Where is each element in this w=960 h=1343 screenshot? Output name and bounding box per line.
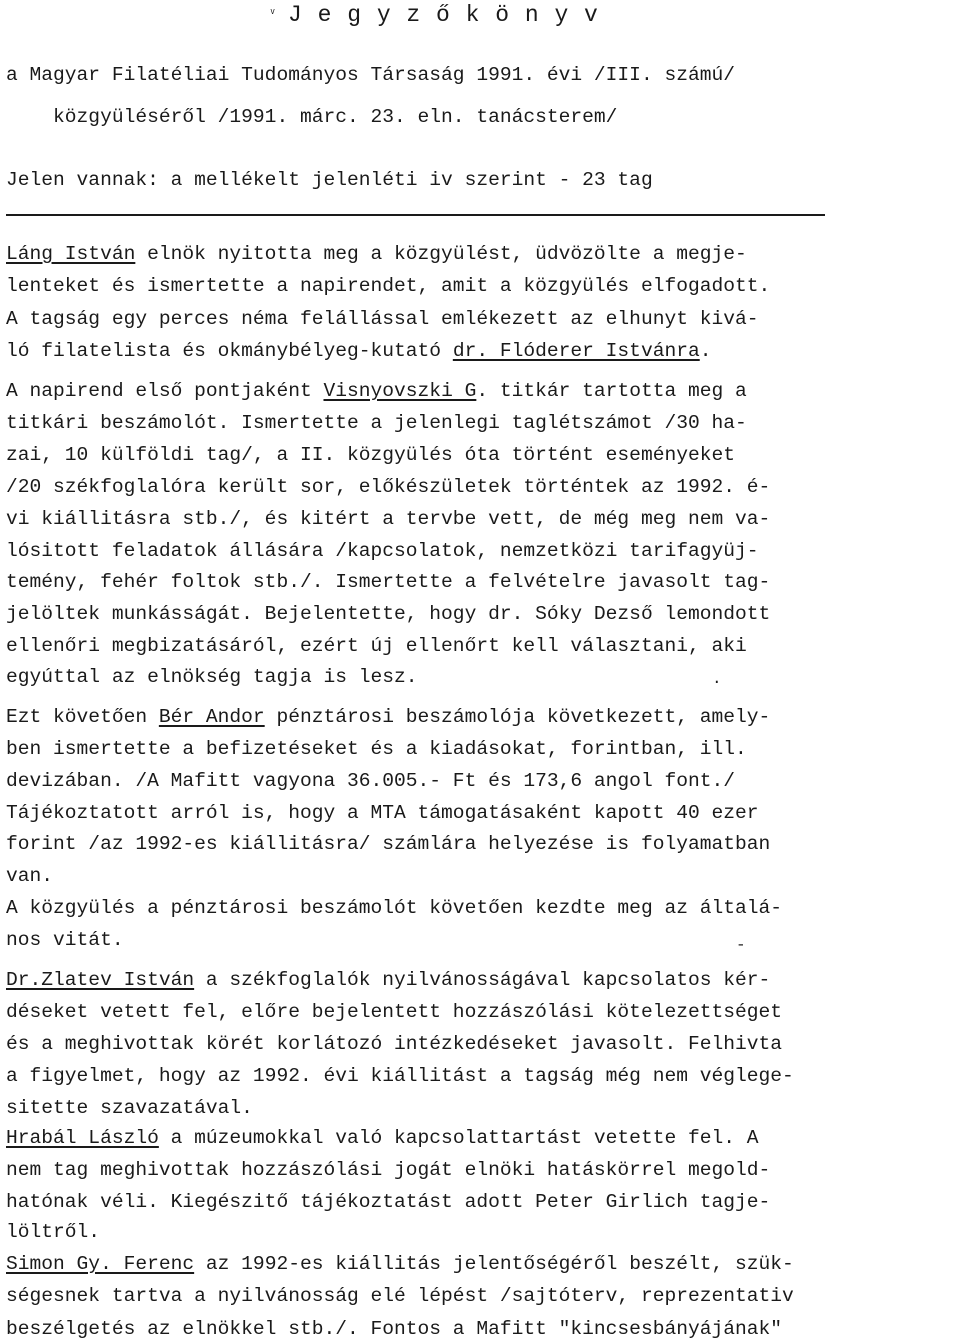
text-line (6, 1125, 759, 1151)
text-segment: Tájékoztatott arról is, hogy a MTA támogatásaként kapott 40 ezer (6, 802, 759, 824)
text-segment: vi kiállitásra stb./, és kitért a tervbe vett, de még meg nem va- (6, 508, 771, 530)
document-title: J e g y z ő k ö n y v (288, 2, 599, 28)
text-segment: nem tag meghivottak hozzászólási jogát elnöki hatáskörrel megold- (6, 1159, 771, 1181)
text-segment: löltről. (6, 1221, 101, 1243)
text-line (6, 1095, 253, 1121)
text-line (6, 1157, 770, 1183)
text-segment: A közgyülés a pénztárosi beszámolót követően kezdte meg az általá- (6, 897, 783, 919)
text-line (6, 167, 653, 193)
text-segment: a múzeumokkal való kapcsolattartást vetette fel. A (158, 1127, 759, 1149)
text-line (6, 664, 418, 690)
text-line (6, 601, 770, 627)
text-line (6, 863, 53, 889)
text-segment: elnök nyitotta meg a közgyülést, üdvözölte a megje- (135, 243, 747, 265)
underlined-name: Bér Andor (158, 706, 265, 728)
text-segment: lenteket és ismertette a napirendet, amit a közgyülés elfogadott. (6, 275, 771, 297)
text-segment: . (699, 340, 712, 362)
text-line (6, 1031, 782, 1057)
text-line (6, 1189, 770, 1215)
text-line (6, 1251, 794, 1277)
text-line (6, 273, 770, 299)
underlined-name: Dr.Zlatev István (6, 969, 195, 991)
text-segment: a Magyar Filatéliai Tudományos Társaság 1991. évi /III. számú/ (6, 64, 736, 86)
text-line (6, 800, 759, 826)
text-segment: devizában. /A Mafitt vagyona 36.005.- Ft és 173,6 angol font./ (6, 770, 736, 792)
text-line (6, 895, 782, 921)
text-segment: zai, 10 külföldi tag/, a II. közgyülés óta történt eseményeket (6, 444, 736, 466)
text-line (6, 967, 770, 993)
text-line (6, 999, 782, 1025)
underlined-name: Simon Gy. Ferenc (6, 1253, 195, 1275)
text-segment: beszélgetés az elnökkel stb./. Fontos a Mafitt "kincsesbányájának" (6, 1318, 783, 1340)
text-line (6, 62, 735, 88)
underlined-name: Láng István (6, 243, 136, 265)
text-segment: sitette szavazatával. (6, 1097, 253, 1119)
text-line (6, 1063, 794, 1089)
underlined-name: Hrabál László (6, 1127, 159, 1149)
text-line (6, 633, 747, 659)
text-line (6, 241, 747, 267)
text-segment: ben ismertette a befizetéseket és a kiadásokat, forintban, ill. (6, 738, 747, 760)
text-line (6, 831, 770, 857)
text-line (6, 1283, 794, 1309)
text-segment: temény, fehér foltok stb./. Ismertette a felvételre javasolt tag- (6, 571, 771, 593)
text-segment: ló filatelista és okmánybélyeg-kutató (6, 340, 453, 362)
text-segment: ellenőri megbizatásáról, ezért új ellenőrt kell választani, aki (6, 635, 747, 657)
text-line (6, 538, 759, 564)
text-segment: forint /az 1992-es kiállitásra/ számlára helyezése is folyamatban (6, 833, 771, 855)
text-segment: déseket vetett fel, előre bejelentett hozzászólási kötelezettséget (6, 1001, 783, 1023)
text-line (6, 506, 770, 532)
text-line (6, 474, 770, 500)
text-segment: . titkár tartotta meg a (476, 380, 747, 402)
text-segment: egyúttal az elnökség tagja is lesz. (6, 666, 418, 688)
text-segment: Ezt követően (6, 706, 159, 728)
text-segment: ségesnek tartva a nyilvánosság elé lépést /sajtóterv, reprezentativ (6, 1285, 794, 1307)
text-line (6, 410, 747, 436)
text-segment: közgyüléséről /1991. márc. 23. eln. tanácsterem/ (6, 106, 618, 128)
speck-mark: · (712, 673, 722, 691)
text-line (6, 104, 617, 130)
text-segment: hatónak véli. Kiegészitő tájékoztatást adott Peter Girlich tagje- (6, 1191, 771, 1213)
speck-mark: - (736, 936, 746, 954)
text-segment: nos vitát. (6, 929, 124, 951)
text-segment: az 1992-es kiállitás jelentőségéről beszélt, szük- (194, 1253, 794, 1275)
text-segment: lósitott feladatok állására /kapcsolatok, nemzetközi tarifagyüj- (6, 540, 759, 562)
header-mark: ᵥ (269, 3, 277, 17)
underlined-name: dr. Flóderer Istvánra (452, 340, 700, 362)
text-line (6, 442, 735, 468)
text-segment: a székfoglalók nyilvánosságával kapcsolatos kér- (194, 969, 771, 991)
text-line (6, 768, 735, 794)
underlined-name: Visnyovszki G (323, 380, 477, 402)
text-segment: és a meghivottak körét korlátozó intézkedéseket javasolt. Felhivta (6, 1033, 783, 1055)
text-line (6, 378, 747, 404)
text-segment: pénztárosi beszámolója következett, amely- (264, 706, 771, 728)
text-segment: Jelen vannak: a mellékelt jelenléti iv szerint - 23 tag (6, 169, 653, 191)
text-line (6, 338, 712, 364)
text-segment: jelöltek munkásságát. Bejelentette, hogy dr. Sóky Dezső lemondott (6, 603, 771, 625)
text-segment: A napirend első pontjaként (6, 380, 324, 402)
text-line (6, 704, 770, 730)
text-line (6, 1219, 100, 1245)
separator-line (6, 214, 825, 216)
text-segment: /20 székfoglalóra került sor, előkészületek történtek az 1992. é- (6, 476, 771, 498)
text-line (6, 306, 759, 332)
text-line (6, 569, 770, 595)
text-line (6, 1316, 782, 1342)
text-line (6, 736, 747, 762)
text-segment: titkári beszámolót. Ismertette a jelenlegi taglétszámot /30 ha- (6, 412, 747, 434)
text-segment: a figyelmet, hogy az 1992. évi kiállitást a tagság még nem véglege- (6, 1065, 794, 1087)
text-segment: A tagság egy perces néma felállással emlékezett az elhunyt kivá- (6, 308, 759, 330)
text-line (6, 927, 124, 953)
text-segment: van. (6, 865, 54, 887)
